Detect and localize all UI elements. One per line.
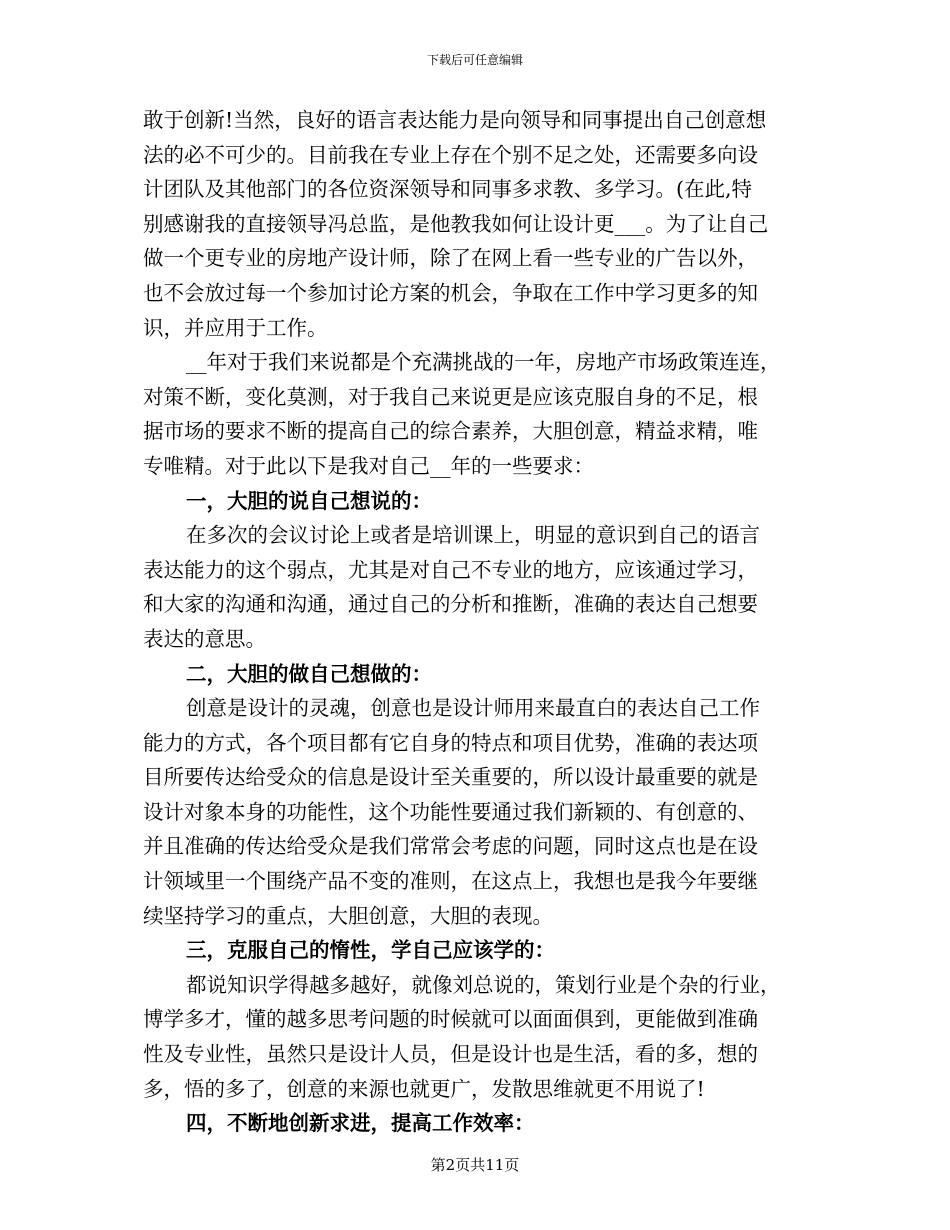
paragraph-first-line: 都说知识学得越多越好，就像刘总说的，策划行业是个杂的行业， [186, 972, 781, 997]
body-line: 多，悟的多了，创意的来源也就更广，发散思维就更不用说了! [143, 1076, 705, 1101]
section-heading-2: 二，大胆的做自己想做的： [186, 661, 432, 686]
body-line: 法的必不可少的。目前我在专业上存在个别不足之处，还需要多向设 [143, 142, 758, 167]
body-line: 对策不断，变化莫测，对于我自己来说更是应该克服自身的不足，根 [143, 384, 758, 409]
section-heading-1: 一，大胆的说自己想说的： [186, 488, 432, 513]
body-line: 计领域里一个围绕产品不变的准则，在这点上，我想也是我今年要继 [143, 869, 758, 894]
body-line: 专唯精。对于此以下是我对自己__年的一些要求： [143, 453, 594, 478]
body-line: 和大家的沟通和沟通，通过自己的分析和推断，准确的表达自己想要 [143, 592, 758, 617]
section-heading-3: 三，克服自己的惰性，学自己应该学的： [186, 938, 555, 963]
paragraph-first-line: __年对于我们来说都是个充满挑战的一年，房地产市场政策连连， [186, 350, 781, 375]
body-line: 也不会放过每一个参加讨论方案的机会，争取在工作中学习更多的知 [143, 280, 758, 305]
paragraph-first-line: 创意是设计的灵魂，创意也是设计师用来最直白的表达自己工作 [186, 696, 760, 721]
body-line: 设计对象本身的功能性，这个功能性要通过我们新颖的、有创意的、 [143, 799, 758, 824]
body-line: 做一个更专业的房地产设计师，除了在网上看一些专业的广告以外， [143, 246, 758, 271]
page-number-footer: 第2页共11页 [430, 1156, 520, 1174]
page-header: 下载后可任意编辑 [426, 53, 523, 67]
body-line: 能力的方式，各个项目都有它自身的特点和项目优势，准确的表达项 [143, 730, 758, 755]
document-body [143, 103, 803, 1141]
paragraph-first-line: 在多次的会议讨论上或者是培训课上，明显的意识到自己的语言 [186, 523, 760, 548]
body-line: 据市场的要求不断的提高自己的综合素养，大胆创意，精益求精，唯 [143, 419, 758, 444]
body-line: 别感谢我的直接领导冯总监，是他教我如何让设计更___。为了让自己 [143, 211, 769, 236]
body-line: 表达的意思。 [143, 626, 266, 651]
body-line: 计团队及其他部门的各位资深领导和同事多求教、多学习。(在此,特 [143, 177, 753, 202]
body-line: 识，并应用于工作。 [143, 315, 328, 340]
body-line: 续坚持学习的重点，大胆创意，大胆的表现。 [143, 903, 553, 928]
body-line: 表达能力的这个弱点，尤其是对自己不专业的地方，应该通过学习， [143, 557, 758, 582]
body-line: 性及专业性，虽然只是设计人员，但是设计也是生活，看的多，想的 [143, 1042, 758, 1067]
section-heading-4: 四，不断地创新求进，提高工作效率： [186, 1111, 535, 1136]
body-line: 博学多才，懂的越多思考问题的时候就可以面面俱到，更能做到准确 [143, 1007, 758, 1032]
body-line: 目所要传达给受众的信息是设计至关重要的，所以设计最重要的就是 [143, 765, 758, 790]
body-line: 敢于创新!当然，良好的语言表达能力是向领导和同事提出自己创意想 [143, 108, 767, 132]
body-line: 并且准确的传达给受众是我们常常会考虑的问题，同时这点也是在设 [143, 834, 758, 859]
